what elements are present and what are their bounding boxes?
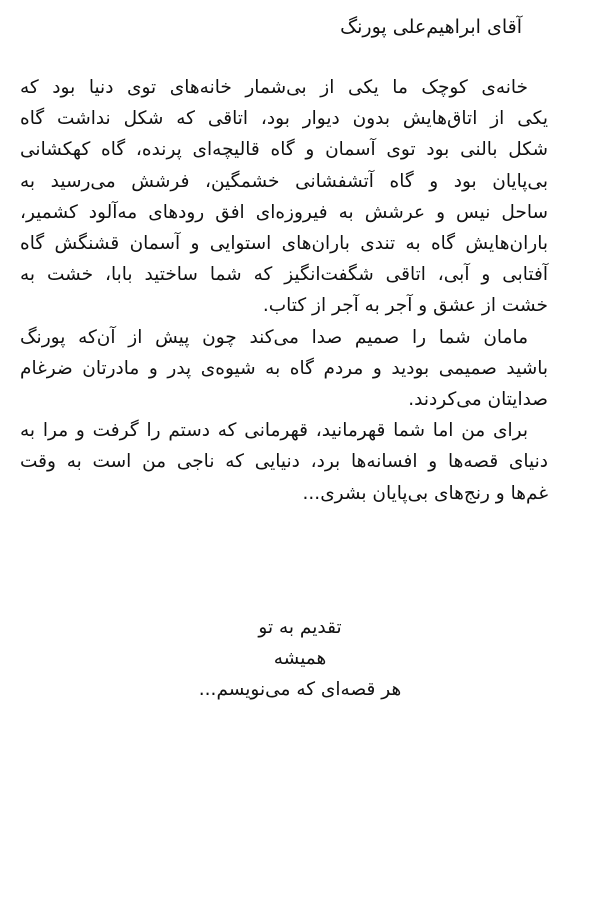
text-line: یکی از اتاق‌هایش بدون دیوار بود، اتاقی که شکل نداشت گاه xyxy=(20,108,548,130)
text-line: باشید صمیمی بودید و مردم گاه به شیوه‌ی پدر و مادرتان ضرغام xyxy=(20,357,548,379)
text-line: برای من اما شما قهرمانید، قهرمانی که دستم را گرفت و مرا به xyxy=(20,420,528,442)
text-line: باران‌هایش گاه به تندی باران‌های استوایی و آسمان قشنگش گاه xyxy=(20,233,548,255)
paragraph-2 xyxy=(20,322,568,416)
text-line: مامان شما را صمیم صدا می‌کند چون پیش از آن‌که پورنگ xyxy=(20,326,528,348)
dedication-line: همیشه xyxy=(273,648,327,669)
page-title: آقای ابراهیم‌علی پورنگ xyxy=(340,16,522,38)
text-line: خشت از عشق و آجر به آجر از کتاب. xyxy=(262,295,548,317)
dedication-line: هر قصه‌ای که می‌نویسم... xyxy=(198,679,402,700)
text-line: ساحل نیس و عرشش به فیروزه‌ای افق رودهای مه‌آلود کشمیر، xyxy=(20,201,548,223)
paragraph-1 xyxy=(20,72,568,322)
document-body xyxy=(20,72,568,509)
text-line: بی‌پایان بود و گاه آتشفشانی خشمگین، فرشش می‌رسید به xyxy=(20,170,548,192)
text-line: خانه‌ی کوچک ما یکی از بی‌شمار خانه‌های توی دنیا بود که xyxy=(20,77,528,98)
text-line: آفتابی و آبی، اتاقی شگفت‌انگیز که شما ساختید بابا، خشت به xyxy=(20,264,548,286)
text-line: غم‌ها و رنج‌های بی‌پایان بشری... xyxy=(302,482,548,504)
text-line: شکل بالنی بود توی آسمان و گاه قالیچه‌ای پرنده، گاه کهکشانی xyxy=(20,139,548,161)
dedication-line: تقدیم به تو xyxy=(258,617,342,638)
text-line: دنیای قصه‌ها و افسانه‌ها برد، دنیایی که ناجی من است به وقت xyxy=(20,451,548,473)
dedication xyxy=(0,612,600,705)
text-line: صدایتان می‌کردند. xyxy=(408,389,548,411)
paragraph-3 xyxy=(20,415,568,509)
